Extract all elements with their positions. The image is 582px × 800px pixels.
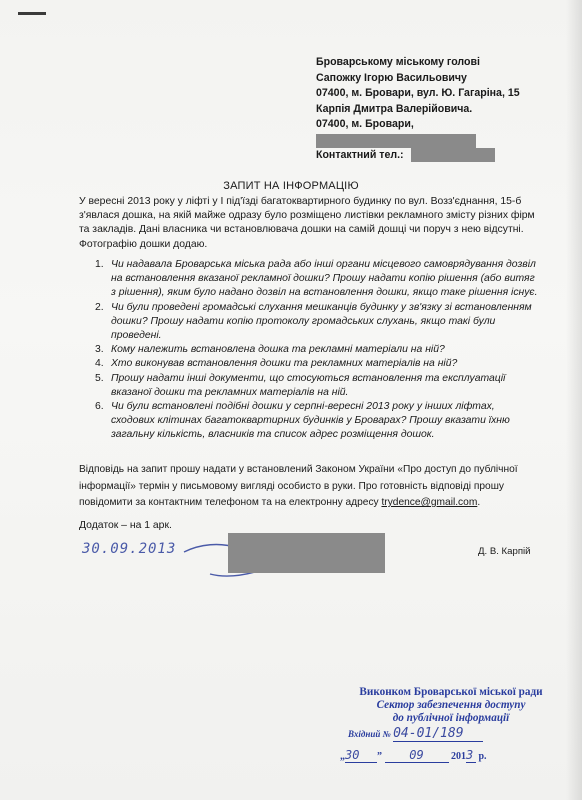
stamp-date-day: 30: [345, 748, 377, 763]
contact-row: [316, 148, 556, 164]
question-number: 4.: [95, 358, 104, 370]
question-item: [95, 258, 540, 301]
addressee-line-4: Карпія Дмитра Валерійовича.: [316, 102, 473, 115]
closing-end: .: [477, 497, 481, 508]
stamp-date-year-prefix: 201: [451, 751, 466, 762]
contact-email-link[interactable]: trydence@gmail.com: [381, 497, 478, 508]
question-text: Чи були проведені громадські слухання мешканців будинку у зв'язку зі встановленням дошки? Прошу надати копію протоколу громадських слухань, якщо такі були проведені.: [111, 301, 532, 342]
closing-text: Відповідь на запит прошу надати у встановлений Законом України «Про доступ до публічної інформації» термін у письмовому вигляді особисто в руки. Про готовність відповіді прошу повідомити за контактним телефоном та на електронну адресу: [79, 464, 518, 508]
question-number: 2.: [95, 301, 104, 313]
addressee-line-1: Броварському міському голові: [316, 56, 480, 68]
addressee-line-3: 07400, м. Бровари, вул. Ю. Гагаріна, 15: [316, 87, 520, 99]
question-text: Хто виконував встановлення дошки та рекламних матеріалів на ній?: [111, 358, 458, 370]
stamp-incoming-row: [348, 726, 483, 742]
stamp-line-1: Виконком Броварської міської ради: [359, 686, 543, 698]
handwritten-date: 30.09.2013: [82, 541, 177, 557]
addressee-line-2: Сапожку Ігорю Васильовичу: [316, 71, 467, 84]
stamp-date-month: 09: [385, 748, 449, 763]
signature-redaction: [228, 533, 385, 573]
attachment-note: Додаток – на 1 арк.: [79, 520, 172, 531]
question-text: Кому належить встановлена дошка та рекламні матеріали на ній?: [111, 344, 445, 356]
document-title: ЗАПИТ НА ІНФОРМАЦІЮ: [223, 180, 359, 192]
question-text: Прошу надати інші документи, що стосуються встановлення та експлуатації вказаної дошки та рекламних матеріалів на ній.: [111, 372, 506, 398]
stamp-date-suffix: р.: [478, 751, 487, 762]
question-item: [95, 301, 540, 344]
stamp-line-2: Сектор забезпечення доступу: [376, 699, 526, 711]
question-item: [95, 343, 540, 357]
stamp-incoming-number: 04-01/189: [393, 726, 483, 742]
stamp-line-3: до публічної інформації: [392, 712, 510, 724]
question-number: 3.: [95, 344, 104, 356]
phone-redaction: [411, 148, 495, 162]
questions-list: [95, 258, 540, 443]
registration-stamp: [326, 686, 576, 725]
question-text: Чи надавала Броварська міська рада або інші органи місцевого самоврядування дозвіл на встановлення вказаної рекламної дошки? Прошу надати копію рішення (або витяг з рішення), яким було надано дозвіл на встановлення дошки, якщо таке рішення існує.: [111, 259, 538, 299]
question-item: [95, 372, 540, 400]
question-number: 5.: [95, 372, 104, 384]
addressee-block: [316, 55, 556, 163]
scan-edge-shadow: [566, 0, 582, 800]
question-item: [95, 400, 540, 443]
question-text: Чи були встановлені подібні дошки у серпні-вересні 2013 року у інших ліфтах, сходових клітинах багатоквартирних будинків у Броварах? Прошу вказати їхню загальну кількість, власників та список адрес розміщення дошок.: [111, 401, 510, 441]
stamp-incoming-label: Вхідний №: [348, 729, 391, 739]
question-number: 6.: [95, 401, 104, 413]
address-redaction-row: [316, 133, 556, 148]
question-number: 1.: [95, 259, 104, 270]
stamp-date-row: „30 ” 09 2013 р.: [340, 748, 487, 762]
address-redaction: [316, 134, 476, 148]
addressee-city: 07400, м. Бровари,: [316, 118, 414, 130]
addressee-line-5: [316, 117, 556, 133]
contact-label: Контактний тел.:: [316, 148, 404, 161]
question-item: [95, 357, 540, 371]
closing-paragraph: [79, 462, 539, 512]
intro-paragraph: У вересні 2013 року у ліфті у І під'їзді багатоквартирного будинку по вул. Возз'єднання, 15-б з'явлася дошка, на якій майже одразу було розміщено листівки рекламного змісту різних фірм та закладів. Дані власника чи встановлювача дошки на самій дошці чи поруч з нею відсутні. Фотографію дошки додаю.: [79, 196, 535, 250]
signer-name: Д. В. Карпій: [478, 546, 531, 557]
stamp-date-year-suffix: 3: [466, 748, 476, 763]
scan-corner-mark: [18, 12, 46, 15]
